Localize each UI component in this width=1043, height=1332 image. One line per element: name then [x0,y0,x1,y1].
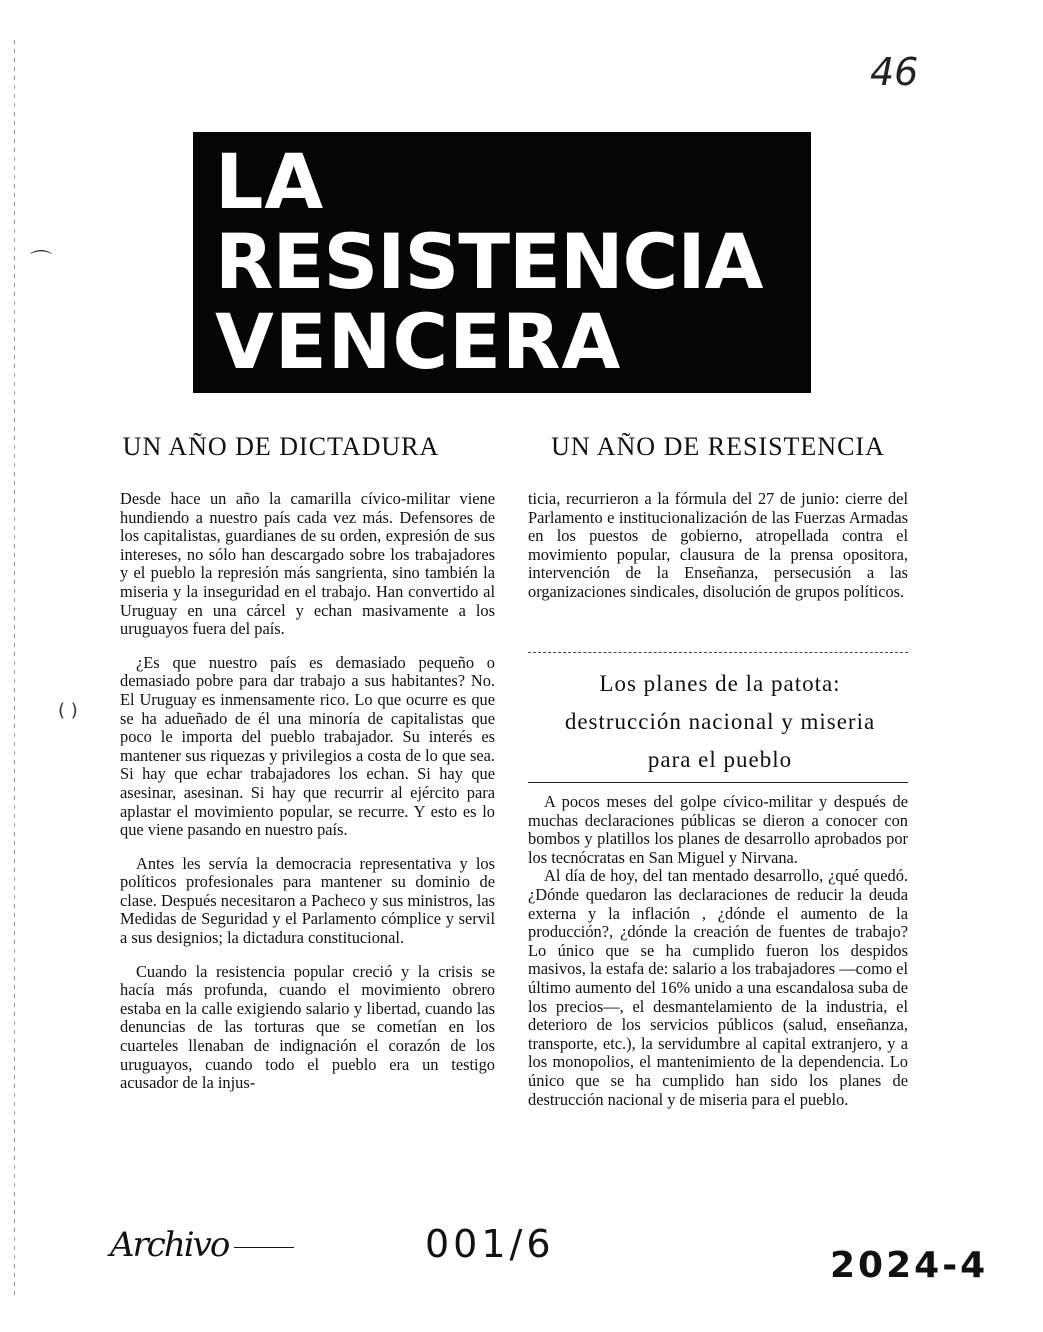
page-number: 46 [870,50,919,94]
archive-stamp-text: Archivo [110,1225,229,1265]
divider [528,652,908,653]
subheading-line: destrucción nacional y miseria [564,709,876,734]
margin-line [14,40,15,1300]
paragraph: Cuando la resistencia popular creció y la crisis se hacía más profunda, cuando el movimiento obrero estaba en la calle exigiendo salario y libertad, cuando las denuncias de las torturas que se cometían en los cuarteles llenaban de indignación el corazón de los uruguayos, cuando todo el pueblo era un testigo acusador de la injus- [120,961,495,1093]
headline-box [193,132,811,393]
right-column-top [528,490,908,617]
paragraph: ticia, recurrieron a la fórmula del 27 de junio: cierre del Parlamento e institucionalización de las Fuerzas Armadas en los puestos de gobierno, atropellada contra el movimiento popular, clausura de la prensa opositora, intervención de la Enseñanza, persecusión a las organizaciones sindicales, disolución de grupos políticos. [528,489,908,601]
paragraph: Antes les servía la democracia representativa y los políticos profesionales para mantener su dominio de clase. Después necesitaron a Pacheco y sus ministros, las Medidas de Seguridad y el Parlamento cómplice y servil a sus designios; la dictadura constitucional. [120,853,495,948]
right-column-bottom [528,793,908,1124]
headline-line: RESISTENCIA [215,217,763,306]
subheading [520,665,920,779]
paragraph: ¿Es que nuestro país es demasiado pequeño o demasiado pobre para dar trabajo a sus habitantes? No. El Uruguay es inmensamente rico. Lo que ocurre es que se ha adueñado de él una minoría de capitalistas que poco le importa del pueblo trabajador. Su interés es mantener sus riquezas y privilegios a costa de lo que sea. Si hay que echar trabajadores los echan. Si hay que asesinar, asesinan. Si hay que recurrir al ejército para aplastar el movimiento popular, se recurre. Y esto es lo que viene pasando en nuestro país. [120,652,495,840]
year-stamp: 2024-4 [830,1245,989,1286]
left-column [120,490,495,1108]
headline-line: VENCERA [215,297,622,386]
stray-mark: ⌒ [30,250,53,275]
folio-stamp: 001/6 [425,1222,555,1266]
divider [528,782,908,783]
paragraph: Desde hace un año la camarilla cívico-militar viene hundiendo a nuestro país cada vez más. Defensores de los capitalistas, guardianes de su orden, expresión de sus intereses, no sólo han descargado sobre los trabajadores y el pueblo la represión más sangrienta, sino también la miseria y la inseguridad en el trabajo. Han convertido al Uruguay en una cárcel y echan masivamente a los uruguayos fuera del país. [120,489,495,639]
stamp-underline [234,1247,294,1248]
subheading-line: Los planes de la patota: [599,671,841,696]
headline-line: LA [215,137,325,226]
right-section-heading: UN AÑO DE RESISTENCIA [551,432,885,461]
stray-mark: ( ) [58,700,78,721]
paragraph: Al día de hoy, del tan mentado desarrollo, ¿qué quedó. ¿Dónde quedaron las declaraciones de reducir la deuda externa y la inflación , ¿dónde el aumento de la producción?, ¿dónde la creación de fuentes de trabajo? Lo único que se ha cumplido fueron los despidos masivos, la estafa de: salario a los trabajadores —como el último aumento del 16% unido a una escandalosa suba de los precios—, el desmantelamiento de la industria, el deterioro de los servicios públicos (salud, enseñanza, transporte, etc.), la servidumbre al capital extranjero, y a los monopolios, el mantenimiento de la dependencia. Lo único que se ha cumplido han sido los planes de destrucción nacional y de miseria para el pueblo. [528,866,908,1109]
paragraph: A pocos meses del golpe cívico-militar y después de muchas declaraciones públicas se dieron a conocer con bombos y platillos los planes de desarrollo aprobados por los tecnócratas en San Miguel y Nirvana. [528,792,908,867]
archive-handwritten-stamp [110,1225,294,1265]
left-section-heading: UN AÑO DE DICTADURA [122,432,440,461]
subheading-line: para el pueblo [647,747,793,772]
